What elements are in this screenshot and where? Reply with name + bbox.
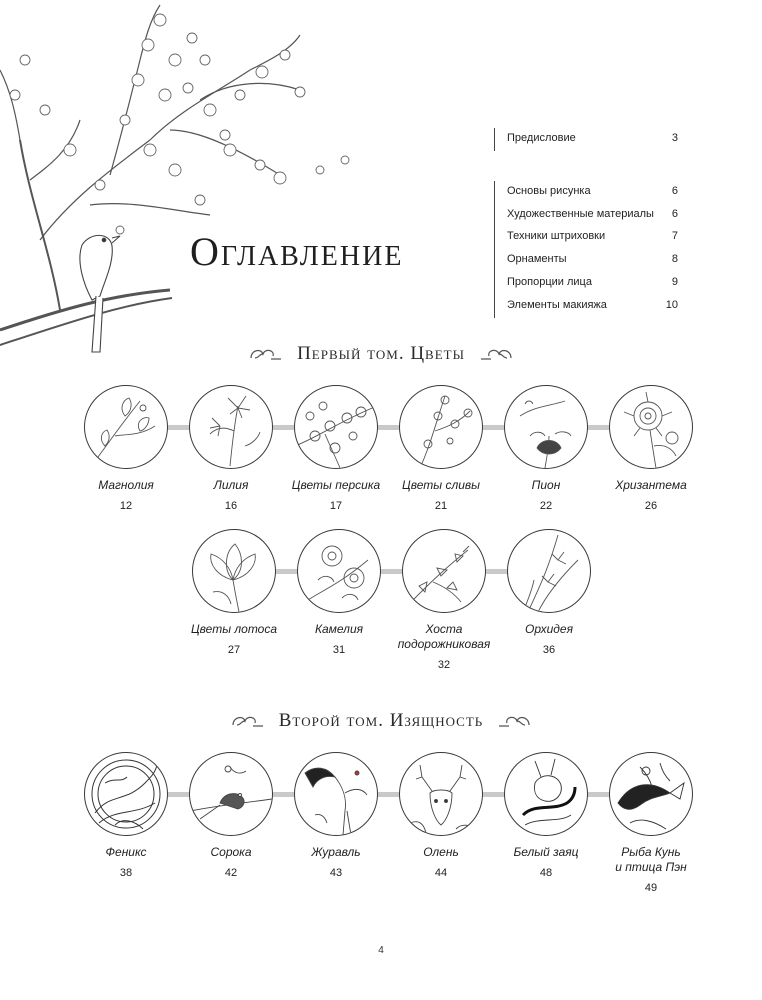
item-page: 43 [329,867,343,879]
item-label-line2: и птица Пэн [615,860,687,874]
magnolia-thumbnail [84,385,168,469]
item-page: 21 [434,500,448,512]
toc-entry-label: Предисловие [507,132,576,144]
item-label: Лилия [213,478,249,492]
toc-entry-page: 6 [671,184,678,197]
toc-entry-label: Пропорции лица [507,275,592,288]
phoenix-thumbnail [84,752,168,836]
gallery-item-plum-blossom[interactable] [388,385,494,512]
white-hare-thumbnail [504,752,588,836]
volume2-heading [0,709,762,732]
lily-thumbnail [189,385,273,469]
cloud-ornament-icon [479,344,513,364]
item-label-line1: Рыба Кунь [621,845,681,859]
item-page: 48 [539,867,553,879]
toc-entry[interactable] [507,272,678,295]
item-page: 44 [434,867,448,879]
item-label: Камелия [314,622,364,636]
toc-entry-label: Основы рисунка [507,184,591,197]
toc-entry-page: 7 [671,230,678,243]
gallery-item-lily[interactable] [178,385,284,512]
toc-entry[interactable] [507,295,678,318]
item-label-multiline [391,622,497,652]
item-label-line1: Хоста [425,622,463,636]
item-page: 31 [332,644,346,656]
cloud-ornament-icon [497,711,531,731]
item-page: 27 [227,644,241,656]
lotus-thumbnail [192,529,276,613]
toc-entry-label: Техники штриховки [507,230,606,243]
volume1-heading [0,342,762,365]
item-label: Пион [531,478,561,492]
item-label: Журавль [311,845,361,859]
item-page: 36 [542,644,556,656]
peony-thumbnail [504,385,588,469]
camellia-thumbnail [297,529,381,613]
item-page: 16 [224,500,238,512]
toc-entry-label: Элементы макияжа [507,298,607,311]
toc-entry-label: Орнаменты [507,253,567,266]
magpie-thumbnail [189,752,273,836]
gallery-item-peach-blossom[interactable] [283,385,389,512]
item-label: Орхидея [525,622,573,636]
gallery-item-peony[interactable] [493,385,599,512]
item-page: 32 [437,659,451,671]
toc-group-preface [494,128,678,151]
peach-blossom-thumbnail [294,385,378,469]
deer-thumbnail [399,752,483,836]
toc-entry[interactable] [507,226,678,249]
toc-entry-page: 6 [671,207,678,220]
item-label: Магнолия [98,478,154,492]
item-label: Цветы сливы [402,478,480,492]
item-label-line2: подорожниковая [397,637,491,651]
volume1-row1 [0,385,762,545]
toc-entry-page: 8 [671,253,678,266]
volume2-row1 [0,752,762,912]
item-label: Белый заяц [513,845,579,859]
item-label: Сорока [210,845,252,859]
page-number: 4 [378,945,384,956]
page-title: Оглавление [190,229,404,274]
volume1-title: Первый том. Цветы [297,342,465,364]
toc-entry-page: 9 [671,275,678,288]
toc-entry-page: 10 [665,298,678,311]
item-label-multiline [598,845,704,875]
toc-entry[interactable] [507,128,678,151]
gallery-item-hosta[interactable] [391,529,497,671]
item-page: 26 [644,500,658,512]
item-page: 42 [224,867,238,879]
item-page: 49 [644,882,658,894]
hosta-thumbnail [402,529,486,613]
orchid-thumbnail [507,529,591,613]
toc-front-matter [494,128,678,318]
crane-thumbnail [294,752,378,836]
gallery-item-deer[interactable] [388,752,494,879]
toc-entry[interactable] [507,204,678,227]
item-page: 22 [539,500,553,512]
chrysanthemum-thumbnail [609,385,693,469]
plum-branch-illustration [0,0,380,360]
volume2-title: Второй том. Изящность [278,709,484,731]
item-label: Цветы лотоса [190,622,278,636]
gallery-item-white-hare[interactable] [493,752,599,879]
kun-fish-peng-bird-thumbnail [609,752,693,836]
item-label: Олень [423,845,459,859]
plum-blossom-thumbnail [399,385,483,469]
volume1-row2 [0,529,762,689]
item-label: Цветы персика [291,478,381,492]
gallery-item-magnolia[interactable] [73,385,179,512]
gallery-item-orchid[interactable] [496,529,602,656]
toc-entry-label: Художественные материалы [507,207,654,220]
toc-entry[interactable] [507,181,678,204]
gallery-item-crane[interactable] [283,752,389,879]
toc-entry-page: 3 [671,132,678,144]
item-page: 17 [329,500,343,512]
toc-entry[interactable] [507,249,678,272]
item-label: Феникс [105,845,147,859]
gallery-item-chrysanthemum[interactable] [598,385,704,512]
cloud-ornament-icon [249,344,283,364]
gallery-item-magpie[interactable] [178,752,284,879]
gallery-item-lotus[interactable] [181,529,287,656]
item-label: Хризантема [615,478,687,492]
item-page: 38 [119,867,133,879]
gallery-item-phoenix[interactable] [73,752,179,879]
cloud-ornament-icon [231,711,265,731]
item-page: 12 [119,500,133,512]
gallery-item-kun-fish-peng-bird[interactable] [598,752,704,894]
toc-group-basics [494,181,678,318]
gallery-item-camellia[interactable] [286,529,392,656]
